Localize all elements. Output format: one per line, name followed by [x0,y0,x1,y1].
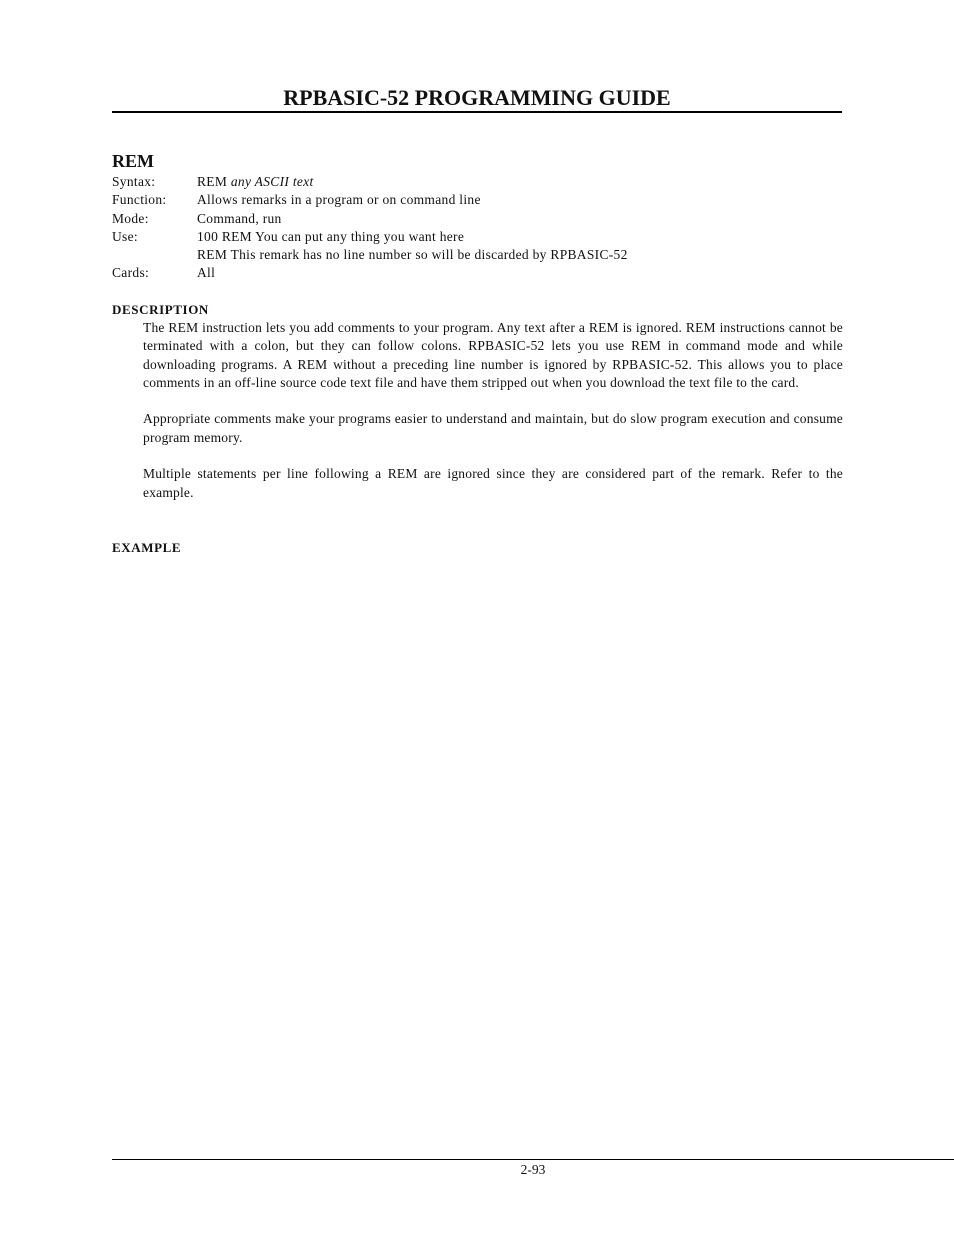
description-paragraph: The REM instruction lets you add comments to your program. Any text after a REM is ignored. REM instructions cannot be terminated with a colon, but they can follow colons. RPBASIC-52 lets you use REM in command mode and while downloading programs. A REM without a preceding line number is ignored by RPBASIC-52. This allows you to place comments in an off-line source code text file and have them stripped out when you download the text file to the card. [143,320,843,390]
syntax-label: Syntax: [112,174,156,189]
function-value: Allows remarks in a program or on command line [197,192,481,208]
syntax-row [112,173,852,191]
use-row-continued [112,246,852,264]
function-label: Function: [112,192,167,208]
description-body [143,319,843,520]
command-name: REM [112,151,154,171]
mode-row [112,210,852,228]
header-rule [112,111,842,113]
page-title: RPBASIC-52 PROGRAMMING GUIDE [283,85,671,110]
use-label: Use: [112,228,138,244]
function-row [112,191,852,209]
command-spec-table [112,173,852,283]
description-paragraph: Multiple statements per line following a REM are ignored since they are considered part of the remark. Refer to the example. [143,466,843,500]
syntax-keyword: REM [197,174,228,189]
cards-row [112,264,852,282]
syntax-argument: any ASCII text [230,174,314,189]
example-heading: EXAMPLE [112,540,182,555]
use-example-line: 100 REM You can put any thing you want here [197,228,465,244]
cards-label: Cards: [112,265,150,281]
cards-value: All [197,265,216,281]
description-heading: DESCRIPTION [112,302,209,317]
mode-label: Mode: [112,210,149,226]
description-paragraph: Appropriate comments make your programs easier to understand and maintain, but do slow program execution and consume program memory. [143,411,843,445]
use-row [112,228,852,246]
footer-rule [112,1159,954,1160]
use-example-line: REM This remark has no line number so will be discarded by RPBASIC-52 [197,247,628,263]
syntax-value [197,173,852,191]
mode-value: Command, run [197,210,282,226]
page-number: 2-93 [520,1162,546,1177]
